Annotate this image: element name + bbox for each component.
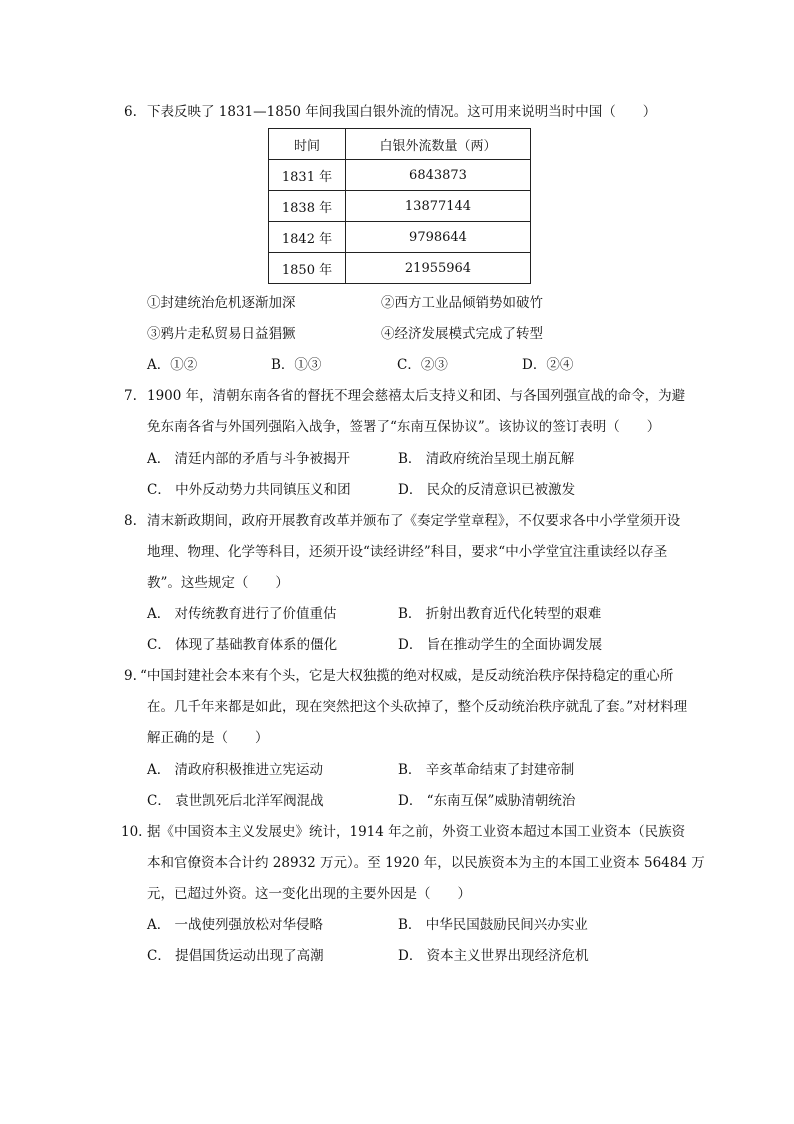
q8-option-d[interactable]: D． 旨在推动学生的全面协调发展 — [398, 637, 603, 653]
q7-line-2: 免东南各省与外国列强陷入战争，签署了“东南互保协议”。该协议的签订表明（ ） — [147, 419, 661, 435]
q10-line-1: 据《中国资本主义发展史》统计，1914 年之前，外资工业资本超过本国工业资本（民族资 — [147, 824, 686, 840]
q6-statement-1: ①封建统治危机逐渐加深 — [147, 295, 296, 311]
q6-statement-3: ③鸦片走私贸易日益猖獗 — [147, 326, 296, 342]
q6-stem: 下表反映了 1831—1850 年间我国白银外流的情况。这可用来说明当时中国（ ） — [147, 104, 657, 120]
table-cell-year: 1838 年 — [269, 191, 346, 222]
q9-number: 9. — [124, 668, 137, 684]
q9-line-2: 在。几千年来都是如此，现在突然把这个头砍掉了，整个反动统治秩序就乱了套。”对材料理 — [147, 699, 688, 715]
q7-number: 7. — [124, 388, 137, 404]
q8-option-a[interactable]: A． 对传统教育进行了价值重估 — [147, 606, 337, 622]
q6-option-d[interactable]: D．②④ — [522, 357, 574, 373]
q10-number: 10. — [121, 824, 143, 840]
q8-option-b[interactable]: B． 折射出教育近代化转型的艰难 — [398, 606, 602, 622]
q9-line-3: 解正确的是（ ） — [147, 730, 269, 746]
q9-line-1: “中国封建社会本来有个头，它是大权独揽的绝对权威，是反动统治秩序保持稳定的重心所 — [140, 668, 674, 684]
q8-line-1: 清末新政期间，政府开展教育改革并颁布了《奏定学堂章程》，不仅要求各中小学堂须开设 — [147, 513, 681, 529]
table-header-time: 时间 — [269, 129, 346, 160]
table-row — [269, 160, 531, 191]
table-cell-amount: 6843873 — [346, 160, 531, 191]
table-cell-year: 1842 年 — [269, 222, 346, 253]
table-cell-year: 1850 年 — [269, 253, 346, 284]
q10-line-2: 本和官僚资本合计约 28932 万元）。至 1920 年，以民族资本为主的本国工业资本 56484 万 — [147, 855, 705, 871]
q10-option-c[interactable]: C． 提倡国货运动出现了高潮 — [147, 948, 324, 964]
q6-option-a[interactable]: A．①② — [147, 357, 198, 373]
q7-option-d[interactable]: D． 民众的反清意识已被激发 — [398, 482, 576, 498]
table-cell-amount: 13877144 — [346, 191, 531, 222]
table-row — [269, 222, 531, 253]
q10-option-d[interactable]: D． 资本主义世界出现经济危机 — [398, 948, 589, 964]
q8-option-c[interactable]: C． 体现了基础教育体系的僵化 — [147, 637, 338, 653]
q6-statement-2: ②西方工业品倾销势如破竹 — [381, 295, 543, 311]
q7-line-1: 1900 年，清朝东南各省的督抚不理会慈禧太后支持义和团、与各国列强宣战的命令，为避 — [147, 388, 686, 404]
q6-number: 6. — [124, 104, 137, 120]
q7-option-c[interactable]: C． 中外反动势力共同镇压义和团 — [147, 482, 351, 498]
table-row — [269, 191, 531, 222]
table-cell-year: 1831 年 — [269, 160, 346, 191]
silver-outflow-table — [268, 128, 531, 284]
table-header-amount: 白银外流数量（两） — [346, 129, 531, 160]
q6-statement-4: ④经济发展模式完成了转型 — [381, 326, 543, 342]
q10-line-3: 元，已超过外资。这一变化出现的主要外因是（ ） — [147, 886, 471, 902]
q10-option-b[interactable]: B． 中华民国鼓励民间兴办实业 — [398, 917, 588, 933]
q7-option-b[interactable]: B． 清政府统治呈现土崩瓦解 — [398, 451, 575, 467]
q6-option-c[interactable]: C．②③ — [397, 357, 448, 373]
q8-line-2: 地理、物理、化学等科目，还须开设“读经讲经”科目，要求“中小学堂宜注重读经以存圣 — [147, 544, 668, 560]
q9-option-a[interactable]: A． 清政府积极推进立宪运动 — [147, 762, 324, 778]
table-row — [269, 253, 531, 284]
q9-option-c[interactable]: C． 袁世凯死后北洋军阀混战 — [147, 793, 324, 809]
table-cell-amount: 9798644 — [346, 222, 531, 253]
q7-option-a[interactable]: A． 清廷内部的矛盾与斗争被揭开 — [147, 451, 351, 467]
table-header-row — [269, 129, 531, 160]
q9-option-b[interactable]: B． 辛亥革命结束了封建帝制 — [398, 762, 575, 778]
q6-option-b[interactable]: B．①③ — [271, 357, 322, 373]
q8-line-3: 教”。这些规定（ ） — [147, 575, 289, 591]
q9-option-d[interactable]: D． “东南互保”威胁清朝统治 — [398, 793, 576, 809]
q10-option-a[interactable]: A． 一战使列强放松对华侵略 — [147, 917, 324, 933]
q8-number: 8. — [124, 513, 137, 529]
table-cell-amount: 21955964 — [346, 253, 531, 284]
